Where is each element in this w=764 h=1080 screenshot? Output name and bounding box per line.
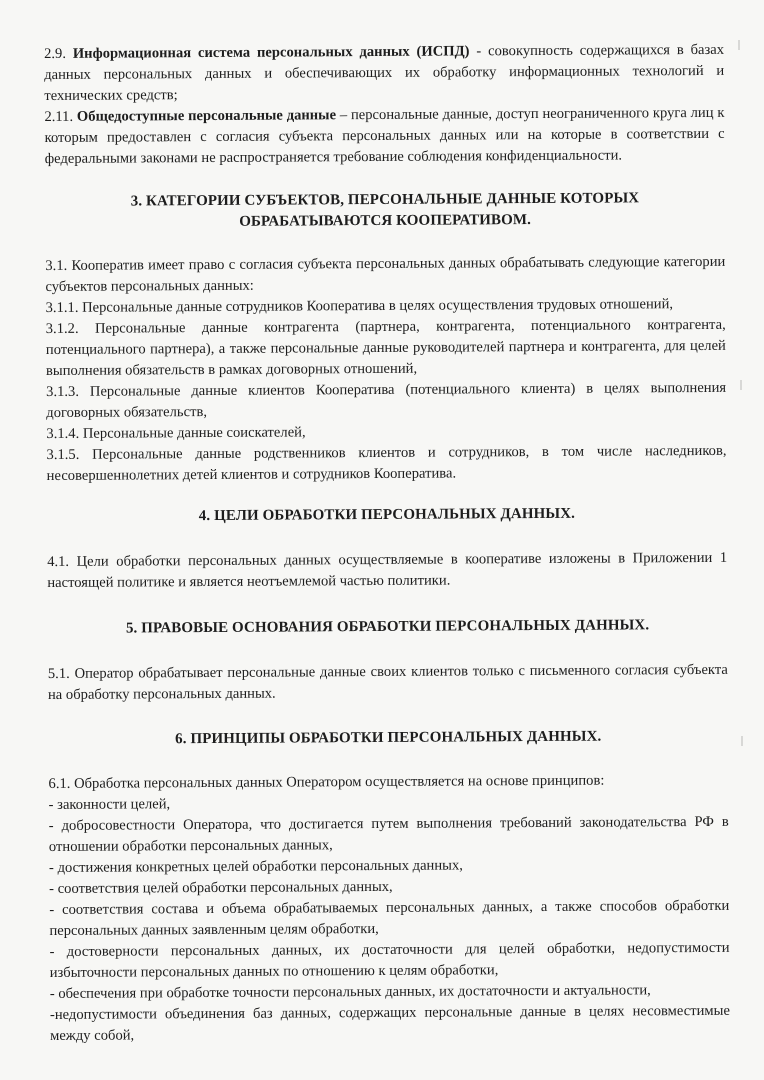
principle-item: - достоверности персональных данных, их достаточности для целей обработки, недопустимости избыточности персональных данных по отношению к целям обработки,: [49, 939, 730, 981]
clause-2-9: [44, 40, 724, 107]
principle-item: -недопустимости объединения баз данных, содержащих персональные данные в целях несовместимые между собой,: [49, 1002, 730, 1044]
clause-number: 2.9.: [44, 45, 73, 62]
defined-term: Общедоступные персональные данные: [76, 107, 337, 125]
principle-item: - законности целей,: [48, 796, 171, 813]
clause-2-11: [44, 103, 724, 170]
clause-3-1-4: 3.1.4. Персональные данные соискателей,: [46, 424, 306, 442]
principle-item: - соответствия целей обработки персональных данных,: [49, 878, 393, 897]
clause-3-1: 3.1. Кооператив имеет право с согласия субъекта персональных данных обрабатывать следующие категории субъектов персональных данных:: [45, 253, 726, 295]
document-body: [44, 40, 730, 1047]
scan-speck: [738, 40, 740, 50]
clause-text: – персональные данные, доступ неограниченного круга лиц к которым предоставлен с согласия субъекта персональных данных или на которые в соответствии с федеральными законами не распространяется требование соблюдения конфиденциальности.: [44, 104, 725, 167]
scan-speck: [741, 736, 743, 746]
heading-line: ОБРАБАТЫВАЮТСЯ КООПЕРАТИВОМ.: [239, 212, 532, 230]
clause-6-1: 6.1. Обработка персональных данных Оператором осуществляется на основе принципов:: [48, 772, 605, 792]
section-4-heading: 4. ЦЕЛИ ОБРАБОТКИ ПЕРСОНАЛЬНЫХ ДАННЫХ.: [198, 505, 576, 525]
clause-text: - совокупность содержащихся в базах данных персональных данных и обеспечивающих их обработку информационных технологий и технических средств;: [44, 41, 725, 104]
clause-3-1-3: 3.1.3. Персональные данные клиентов Кооператива (потенциального клиента) в целях выполнения договорных обязательств,: [46, 379, 727, 421]
clause-3-1-1: 3.1.1. Персональные данные сотрудников Кооператива в целях осуществления трудовых отношений,: [45, 296, 674, 316]
clause-number: 2.11.: [44, 108, 77, 125]
scan-speck: [740, 380, 742, 390]
clause-3-1-5: 3.1.5. Персональные данные родственников клиентов и сотрудников, в том числе наследников, несовершеннолетних детей клиентов и сотрудников Кооператива.: [46, 442, 727, 484]
defined-term: Информационная система персональных данных (ИСПД): [72, 43, 470, 62]
principle-item: - добросовестности Оператора, что достигается путем выполнения требований законодательства РФ в отношении обработки персональных данных,: [48, 813, 729, 855]
principle-item: - достижения конкретных целей обработки персональных данных,: [48, 857, 463, 876]
heading-line: 3. КАТЕГОРИИ СУБЪЕКТОВ, ПЕРСОНАЛЬНЫЕ ДАННЫЕ КОТОРЫХ: [130, 190, 640, 210]
clause-4-1: 4.1. Цели обработки персональных данных осуществляемые в кооперативе изложены в Приложении 1 настоящей политике и является неотъемлемой частью политики.: [47, 549, 728, 591]
principle-item: - обеспечения при обработке точности персональных данных, их достаточности и актуальности,: [49, 982, 651, 1002]
section-6-heading: 6. ПРИНЦИПЫ ОБРАБОТКИ ПЕРСОНАЛЬНЫХ ДАННЫХ.: [175, 728, 602, 748]
clause-3-1-2: 3.1.2. Персональные данные контрагента (партнера, контрагента, потенциального контрагента, потенциального партнера), а также персональные данные руководителей партнера и контрагента, для целей выполнения обязательств в рамках договорных отношений,: [45, 316, 726, 379]
principle-item: - соответствия состава и объема обрабатываемых персональных данных, а также способов обработки персональных данных заявленным целям обработки,: [49, 897, 730, 939]
section-5-heading: 5. ПРАВОВЫЕ ОСНОВАНИЯ ОБРАБОТКИ ПЕРСОНАЛЬНЫХ ДАННЫХ.: [125, 617, 650, 637]
section-3-heading: [45, 188, 725, 234]
clause-5-1: 5.1. Оператор обрабатывает персональные данные своих клиентов только с письменного согласия субъекта на обработку персональных данных.: [47, 661, 728, 703]
